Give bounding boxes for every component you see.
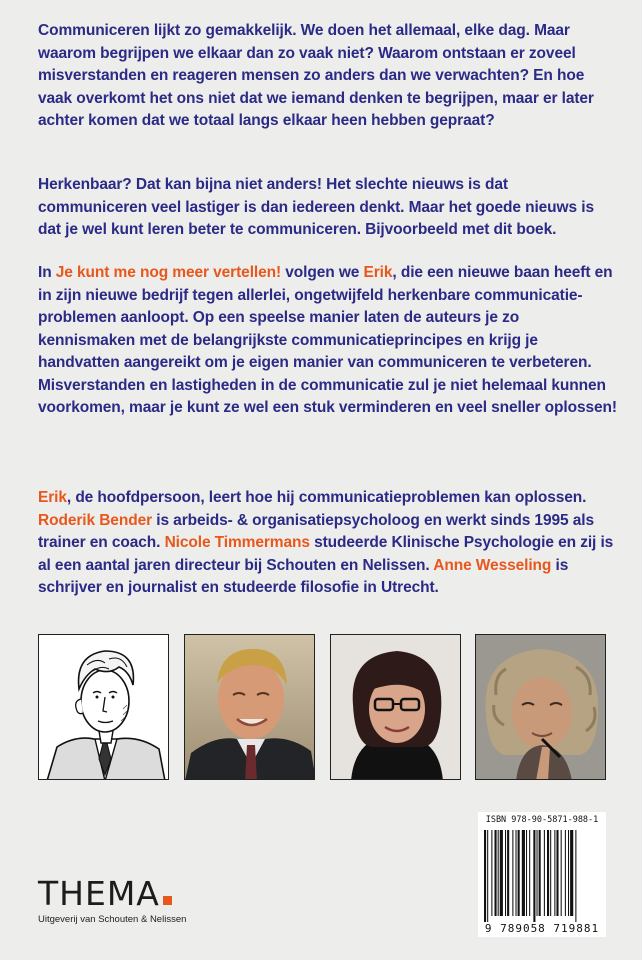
text-segment: In (38, 264, 56, 281)
isbn-text: ISBN 978-90-5871-988-1 (485, 815, 599, 825)
anne-wesseling-photo (475, 634, 606, 780)
barcode-bar (556, 830, 558, 916)
text-segment: , de hoofdpersoon, leert hoe hij communicatieproblemen kan oplossen. (66, 489, 587, 506)
author-name-roderik: Roderik Bender (38, 511, 153, 529)
barcode-bar (568, 830, 569, 916)
barcode-bar (484, 830, 486, 922)
barcode-bar (518, 830, 520, 916)
barcode-bar (544, 830, 545, 916)
barcode-bar (533, 830, 535, 922)
barcode-bar (507, 830, 509, 916)
author-name-nicole: Nicole Timmermans (164, 534, 310, 551)
barcode-bar (554, 830, 555, 916)
barcode-bar (575, 830, 576, 922)
text-segment: is schrijver en journalist en studeerde filosofie in Utrecht. (38, 556, 569, 596)
text-segment: studeerde Klinische Psychologie en zij is al een aantal jaren directeur bij Schouten en Nelissen. (38, 534, 614, 574)
author-name-anne: Anne Wesseling (433, 556, 552, 574)
barcode-bar (539, 830, 541, 916)
publisher-wordmark (38, 876, 186, 912)
barcode-bar (550, 830, 551, 916)
publisher-logo (38, 876, 186, 925)
roderik-bender-photo (184, 634, 315, 780)
text-segment: volgen we (281, 264, 364, 281)
barcode-bar (495, 830, 497, 916)
character-name-highlight: Erik (363, 264, 393, 281)
barcode-bar (505, 830, 506, 916)
barcode-bar (529, 830, 530, 916)
portrait-strip (38, 634, 606, 780)
barcode-bar (491, 830, 492, 916)
barcode-bar (537, 830, 538, 916)
text-segment: , die een nieuwe baan heeft en in zijn nieuwe bedrijf tegen allerlei, ongetwijfeld herkenbare communicatie-problemen aanloopt. Op een speelse manier laten de auteurs je zo kennismaken met de belangrijkste communicatieprincipes en krijg je handvatten aangereikt om je eigen manier van communiceren te verbeteren. Misverstanden en lastigheden in de communicatie zul je niet helemaal kunnen voorkomen, maar je kunt ze wel een stuk verminderen en veel sneller oplossen! (38, 264, 617, 416)
nicole-timmermans-photo (330, 634, 461, 780)
barcode-bar (516, 830, 517, 916)
barcode-bar (565, 830, 566, 916)
barcode-icon (484, 830, 600, 922)
publisher-subtitle: Uitgeverij van Schouten & Nelissen (38, 914, 187, 925)
authors-paragraph (38, 487, 618, 600)
barcode-bar (570, 830, 573, 916)
book-title-highlight: Je kunt me nog meer vertellen! (55, 264, 282, 281)
barcode-bar (561, 830, 562, 916)
intro-paragraph: Communiceren lijkt zo gemakkelijk. We doen het allemaal, elke dag. Maar waarom begrijpen we elkaar dan zo vaak niet? Waarom ontstaan er zoveel misverstanden en reageren mensen zo anders dan we verwachten? En hoe vaak overkomt het ons niet dat we iemand denken te begrijpen, maar er later achter komen dat we totaal langs elkaar heen hebben gepraat? (38, 22, 594, 129)
character-name-highlight: Erik (38, 489, 67, 506)
barcode-bar (547, 830, 549, 916)
barcode-bar (512, 830, 513, 916)
logo-dot-icon (163, 896, 172, 905)
barcode-bar (498, 830, 499, 916)
erik-cartoon-portrait (38, 634, 169, 780)
barcode-digits: 9 789058 719881 (484, 922, 600, 935)
recognition-paragraph: Herkenbaar? Dat kan bijna niet anders! Het slechte nieuws is dat communiceren veel lastiger is dan iedereen denkt. Maar het goede nieuws is dat je wel kunt leren beter te communiceren. Bijvoorbeeld met dit boek. (38, 176, 594, 238)
book-description-paragraph (38, 262, 618, 420)
barcode-bar (526, 830, 527, 916)
publisher-name: THEMA (38, 874, 160, 913)
barcode-bar (487, 830, 488, 922)
barcode-bar (522, 830, 525, 916)
text-segment: is arbeids- & organisatiepsycholoog en werkt sinds 1995 als trainer en coach. (38, 511, 594, 551)
barcode-bar (500, 830, 503, 916)
